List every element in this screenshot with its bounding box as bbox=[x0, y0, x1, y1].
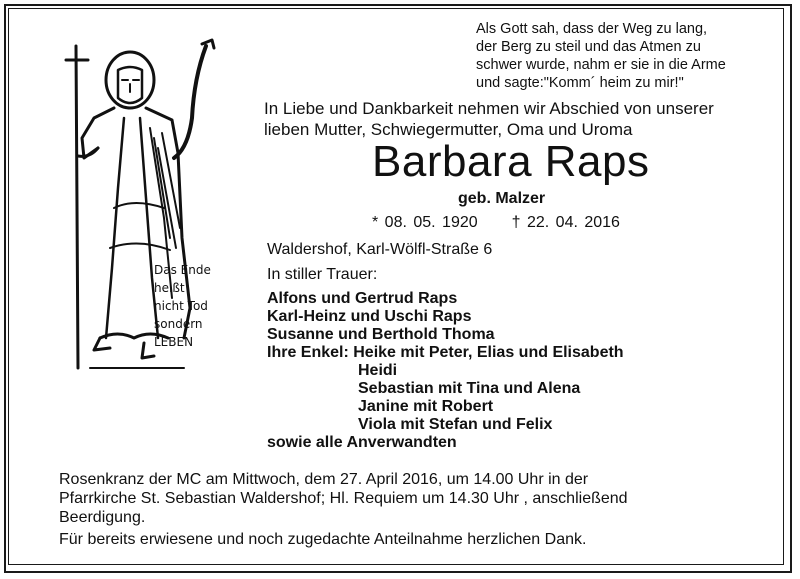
poem bbox=[476, 20, 726, 92]
inscription-line: heißt bbox=[154, 281, 185, 295]
intro-text bbox=[264, 98, 714, 140]
mourner-line: Janine mit Robert bbox=[358, 398, 494, 415]
birth-name: geb. Malzer bbox=[458, 190, 546, 207]
mourner-line: sowie alle Anverwandten bbox=[267, 434, 457, 451]
service-info bbox=[59, 470, 628, 527]
mourner-line: Susanne und Berthold Thoma bbox=[267, 326, 495, 343]
inscription-line: sondern bbox=[154, 317, 203, 331]
inscription-line: LEBEN bbox=[154, 335, 194, 349]
risen-christ-drawing-icon bbox=[54, 38, 234, 388]
poem-line: Als Gott sah, dass der Weg zu lang, bbox=[476, 21, 708, 37]
life-dates bbox=[372, 214, 620, 232]
death-date: † 22. 04. 2016 bbox=[511, 214, 620, 231]
mourning-heading: In stiller Trauer: bbox=[267, 266, 378, 283]
inscription-line: nicht Tod bbox=[154, 299, 208, 313]
intro-line: lieben Mutter, Schwiegermutter, Oma und Uroma bbox=[264, 120, 633, 139]
poem-line: schwer wurde, nahm er sie in die Arme bbox=[476, 57, 726, 73]
intro-line: In Liebe und Dankbarkeit nehmen wir Abschied von unserer bbox=[264, 99, 714, 118]
mourner-line: Heidi bbox=[358, 362, 398, 379]
birth-date: * 08. 05. 1920 bbox=[372, 214, 478, 231]
mourner-line: Ihre Enkel: Heike mit Peter, Elias und Elisabeth bbox=[267, 344, 624, 361]
mourner-line: Sebastian mit Tina und Alena bbox=[358, 380, 581, 397]
poem-line: und sagte:"Komm´ heim zu mir!" bbox=[476, 75, 684, 91]
poem-line: der Berg zu steil und das Atmen zu bbox=[476, 39, 701, 55]
address: Waldershof, Karl-Wölfl-Straße 6 bbox=[267, 241, 493, 258]
mourner-line: Alfons und Gertrud Raps bbox=[267, 290, 458, 307]
service-line: Beerdigung. bbox=[59, 509, 146, 526]
mourners-list bbox=[267, 290, 624, 452]
mourner-line: Viola mit Stefan und Felix bbox=[358, 416, 553, 433]
service-line: Rosenkranz der MC am Mittwoch, dem 27. April 2016, um 14.00 Uhr in der bbox=[59, 471, 589, 488]
mourner-line: Karl-Heinz und Uschi Raps bbox=[267, 308, 472, 325]
deceased-name: Barbara Raps bbox=[372, 137, 650, 186]
thanks-text: Für bereits erwiesene und noch zugedachte Anteilnahme herzlichen Dank. bbox=[59, 531, 587, 548]
service-line: Pfarrkirche St. Sebastian Waldershof; Hl. Requiem um 14.30 Uhr , anschließend bbox=[59, 490, 628, 507]
inscription-line: Das Ende bbox=[154, 263, 211, 277]
